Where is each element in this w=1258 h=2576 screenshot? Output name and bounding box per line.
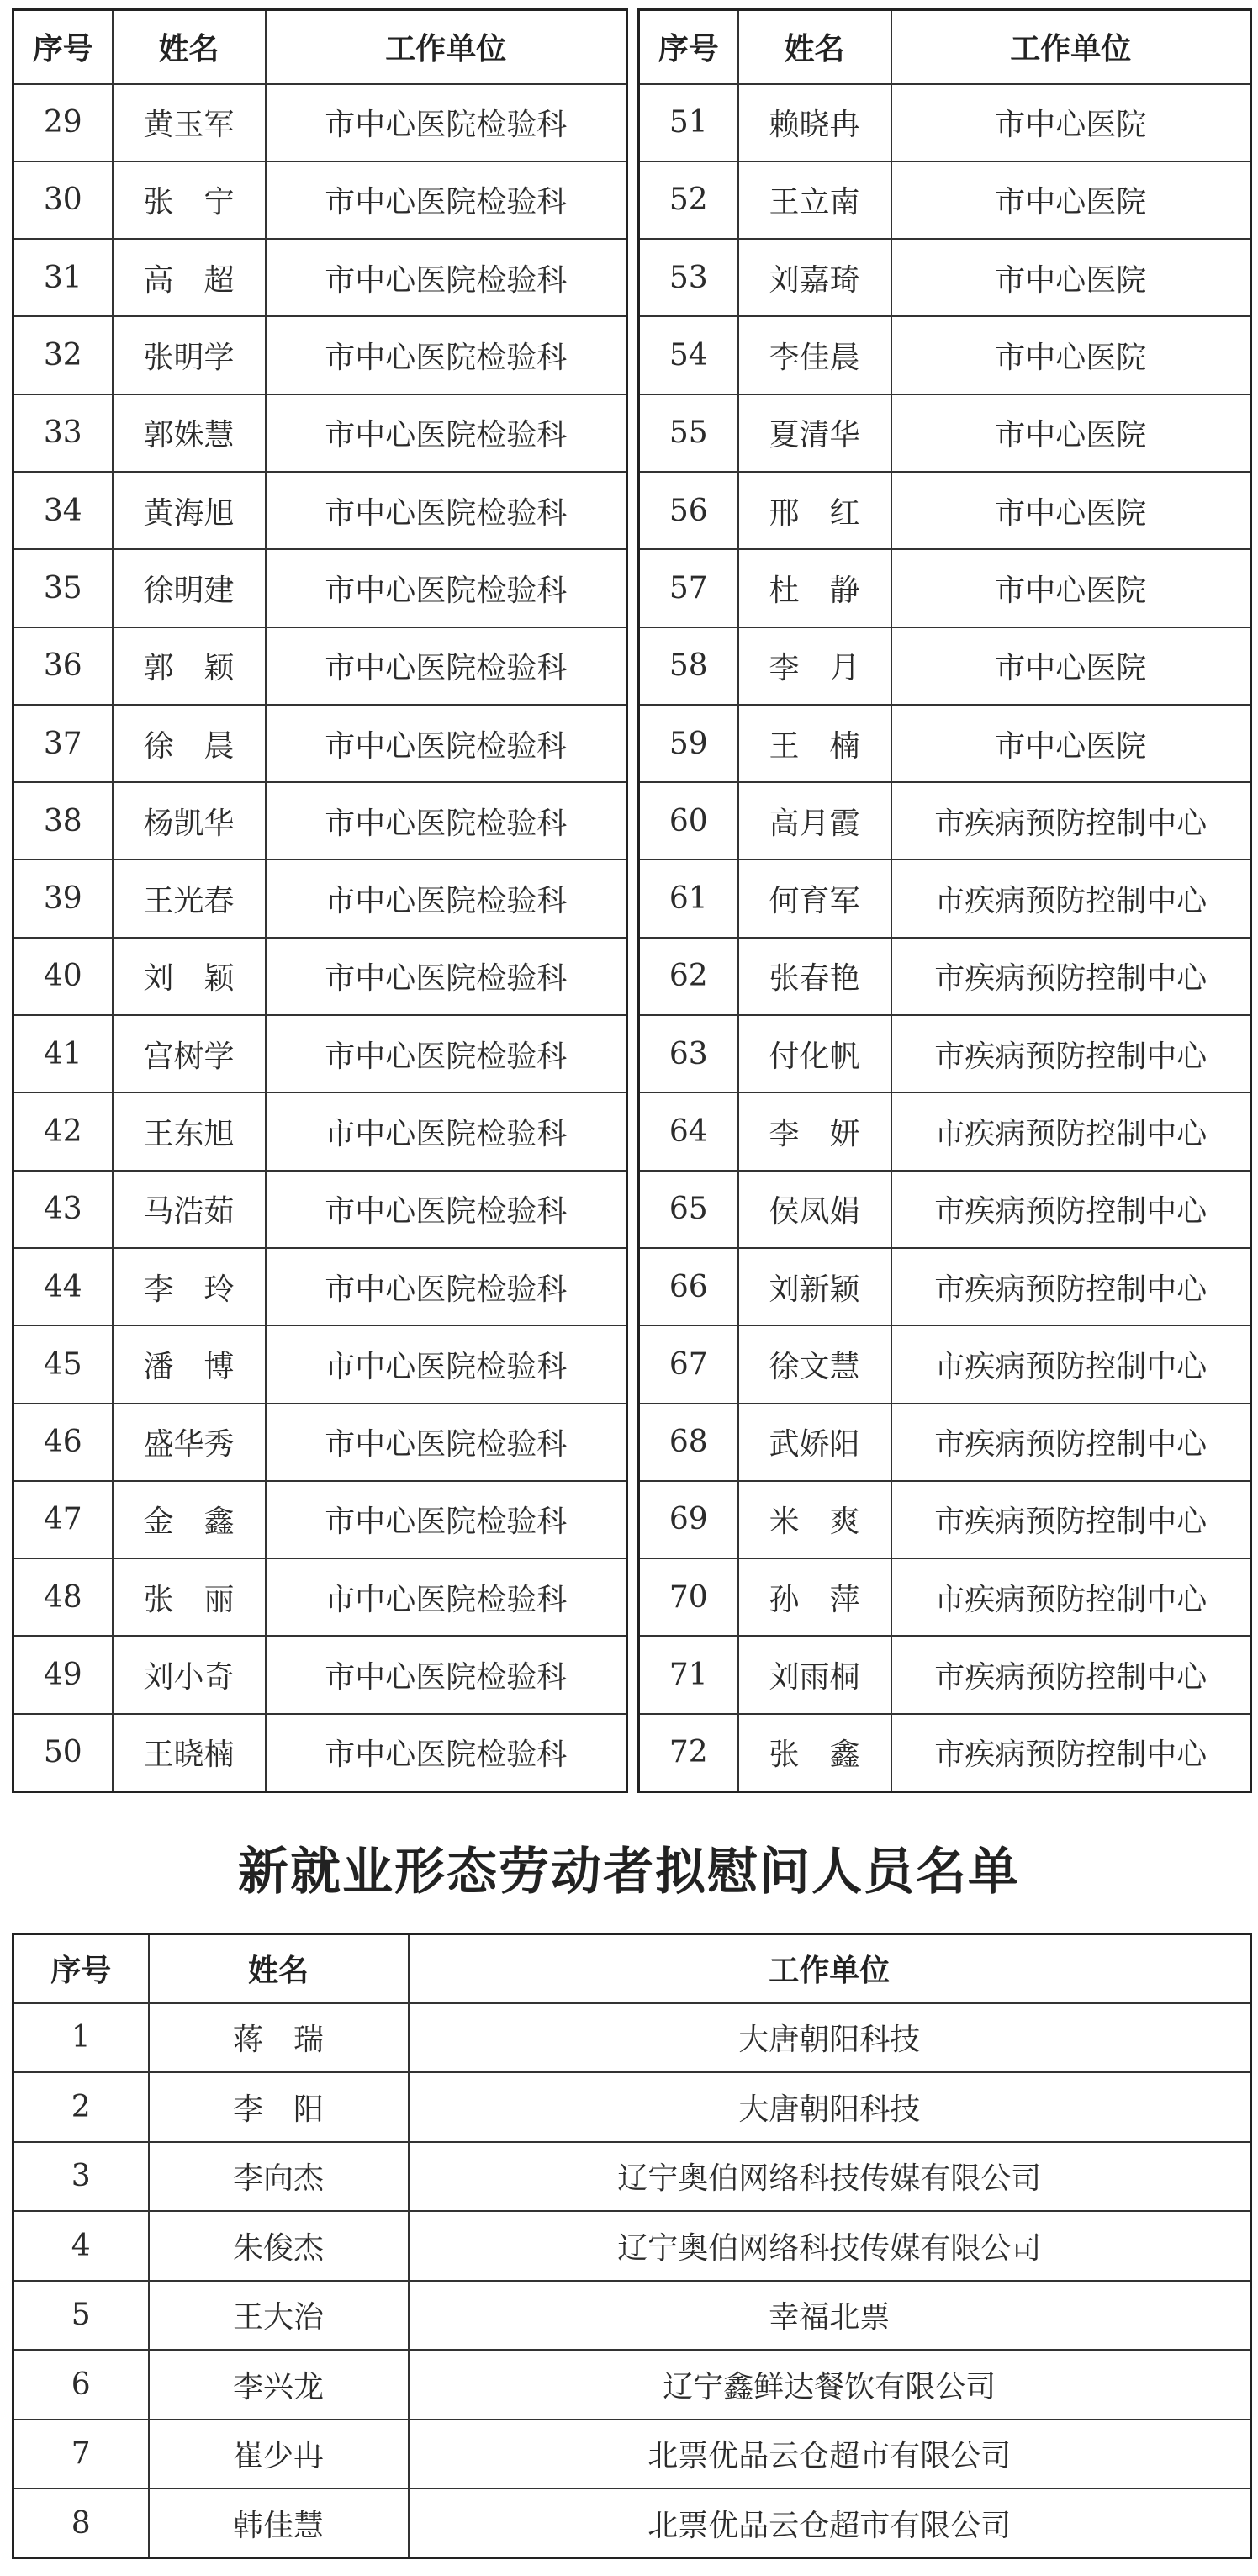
cell-no: 45 xyxy=(13,1325,113,1403)
col-header-name: 姓名 xyxy=(738,10,891,84)
bottom-roster-table xyxy=(12,1933,1252,2559)
cell-name: 宫树学 xyxy=(113,1015,266,1092)
cell-no: 52 xyxy=(639,161,738,239)
table-row xyxy=(13,2072,1251,2142)
cell-no: 43 xyxy=(13,1171,113,1248)
cell-no: 41 xyxy=(13,1015,113,1092)
section-title: 新就业形态劳动者拟慰问人员名单 xyxy=(238,1843,1020,1902)
cell-unit: 辽宁奥伯网络科技传媒有限公司 xyxy=(409,2211,1251,2281)
cell-name: 李 玲 xyxy=(113,1248,266,1325)
cell-name: 黄海旭 xyxy=(113,472,266,549)
cell-no: 68 xyxy=(639,1404,738,1481)
table-row xyxy=(13,938,627,1015)
table-row xyxy=(13,705,627,782)
cell-name: 王大治 xyxy=(149,2281,409,2351)
cell-unit: 市中心医院检验科 xyxy=(266,860,627,937)
cell-no: 60 xyxy=(639,782,738,860)
cell-unit: 市中心医院 xyxy=(891,549,1251,627)
cell-unit: 市中心医院检验科 xyxy=(266,549,627,627)
cell-unit: 市疾病预防控制中心 xyxy=(891,1714,1251,1791)
cell-unit: 市中心医院 xyxy=(891,84,1251,161)
cell-unit: 大唐朝阳科技 xyxy=(409,2072,1251,2142)
cell-unit: 市中心医院 xyxy=(891,705,1251,782)
cell-unit: 市中心医院检验科 xyxy=(266,1714,627,1791)
cell-no: 71 xyxy=(639,1636,738,1713)
cell-unit: 市疾病预防控制中心 xyxy=(891,1092,1251,1170)
cell-name: 杨凯华 xyxy=(113,782,266,860)
col-header-unit: 工作单位 xyxy=(266,10,627,84)
cell-unit: 市中心医院检验科 xyxy=(266,1171,627,1248)
col-header-name: 姓名 xyxy=(149,1934,409,2003)
cell-name: 王东旭 xyxy=(113,1092,266,1170)
cell-no: 66 xyxy=(639,1248,738,1325)
cell-no: 62 xyxy=(639,938,738,1015)
cell-unit: 市中心医院检验科 xyxy=(266,1015,627,1092)
table-row xyxy=(13,2420,1251,2489)
cell-name: 张 宁 xyxy=(113,161,266,239)
cell-name: 黄玉军 xyxy=(113,84,266,161)
cell-no: 29 xyxy=(13,84,113,161)
cell-no: 51 xyxy=(639,84,738,161)
cell-unit: 辽宁鑫鲜达餐饮有限公司 xyxy=(409,2350,1251,2420)
table-row xyxy=(13,1092,627,1170)
cell-unit: 北票优品云仓超市有限公司 xyxy=(409,2420,1251,2489)
cell-name: 潘 博 xyxy=(113,1325,266,1403)
cell-name: 张春艳 xyxy=(738,938,891,1015)
cell-no: 7 xyxy=(13,2420,149,2489)
table-row xyxy=(13,472,627,549)
cell-unit: 市中心医院检验科 xyxy=(266,705,627,782)
table-row xyxy=(639,472,1251,549)
table-row xyxy=(13,782,627,860)
cell-unit: 市中心医院检验科 xyxy=(266,161,627,239)
cell-no: 33 xyxy=(13,394,113,472)
cell-name: 崔少冉 xyxy=(149,2420,409,2489)
table-row xyxy=(13,394,627,472)
cell-name: 李佳晨 xyxy=(738,316,891,394)
cell-name: 金 鑫 xyxy=(113,1481,266,1558)
table-row xyxy=(639,1636,1251,1713)
cell-name: 刘嘉琦 xyxy=(738,239,891,316)
cell-unit: 市中心医院检验科 xyxy=(266,472,627,549)
table-row xyxy=(13,2003,1251,2073)
table-row xyxy=(13,316,627,394)
left-roster-table xyxy=(12,8,628,1793)
cell-unit: 市疾病预防控制中心 xyxy=(891,1558,1251,1636)
table-row xyxy=(13,1171,627,1248)
cell-no: 42 xyxy=(13,1092,113,1170)
table-row xyxy=(13,2489,1251,2558)
cell-name: 何育军 xyxy=(738,860,891,937)
cell-name: 蒋 瑞 xyxy=(149,2003,409,2073)
table-row xyxy=(13,1714,627,1791)
table-row xyxy=(13,2142,1251,2212)
table-row xyxy=(639,782,1251,860)
cell-no: 49 xyxy=(13,1636,113,1713)
cell-no: 69 xyxy=(639,1481,738,1558)
cell-no: 55 xyxy=(639,394,738,472)
cell-unit: 市疾病预防控制中心 xyxy=(891,1171,1251,1248)
col-header-no: 序号 xyxy=(13,1934,149,2003)
cell-no: 61 xyxy=(639,860,738,937)
cell-no: 30 xyxy=(13,161,113,239)
cell-no: 70 xyxy=(639,1558,738,1636)
cell-unit: 幸福北票 xyxy=(409,2281,1251,2351)
cell-name: 米 爽 xyxy=(738,1481,891,1558)
cell-unit: 北票优品云仓超市有限公司 xyxy=(409,2489,1251,2558)
cell-no: 38 xyxy=(13,782,113,860)
cell-no: 57 xyxy=(639,549,738,627)
cell-unit: 市中心医院检验科 xyxy=(266,1092,627,1170)
table-row xyxy=(13,1481,627,1558)
table-row xyxy=(13,239,627,316)
cell-unit: 市疾病预防控制中心 xyxy=(891,1404,1251,1481)
cell-name: 徐 晨 xyxy=(113,705,266,782)
cell-unit: 大唐朝阳科技 xyxy=(409,2003,1251,2073)
cell-unit: 市中心医院检验科 xyxy=(266,1558,627,1636)
cell-no: 8 xyxy=(13,2489,149,2558)
table-row xyxy=(639,705,1251,782)
table-row xyxy=(13,1636,627,1713)
cell-unit: 市中心医院 xyxy=(891,394,1251,472)
cell-no: 47 xyxy=(13,1481,113,1558)
table-row xyxy=(13,1325,627,1403)
table-row xyxy=(639,627,1251,705)
cell-name: 王 楠 xyxy=(738,705,891,782)
table-row xyxy=(13,627,627,705)
cell-name: 李 阳 xyxy=(149,2072,409,2142)
cell-unit: 市疾病预防控制中心 xyxy=(891,1636,1251,1713)
table-row xyxy=(13,2211,1251,2281)
cell-no: 72 xyxy=(639,1714,738,1791)
cell-no: 65 xyxy=(639,1171,738,1248)
header-row xyxy=(13,10,627,84)
table-row xyxy=(639,938,1251,1015)
cell-name: 李 妍 xyxy=(738,1092,891,1170)
table-row xyxy=(639,1092,1251,1170)
cell-no: 34 xyxy=(13,472,113,549)
cell-no: 3 xyxy=(13,2142,149,2212)
cell-no: 54 xyxy=(639,316,738,394)
cell-no: 53 xyxy=(639,239,738,316)
header-row xyxy=(639,10,1251,84)
cell-unit: 市疾病预防控制中心 xyxy=(891,782,1251,860)
cell-name: 张明学 xyxy=(113,316,266,394)
col-header-no: 序号 xyxy=(639,10,738,84)
right-roster-table xyxy=(637,8,1252,1793)
table-row xyxy=(13,1248,627,1325)
cell-name: 韩佳慧 xyxy=(149,2489,409,2558)
cell-no: 64 xyxy=(639,1092,738,1170)
cell-no: 58 xyxy=(639,627,738,705)
cell-name: 付化帆 xyxy=(738,1015,891,1092)
table-row xyxy=(639,161,1251,239)
cell-name: 张 丽 xyxy=(113,1558,266,1636)
table-row xyxy=(13,2281,1251,2351)
bottom-rows xyxy=(13,2003,1251,2558)
col-header-unit: 工作单位 xyxy=(409,1934,1251,2003)
cell-unit: 市中心医院 xyxy=(891,161,1251,239)
cell-name: 高月霞 xyxy=(738,782,891,860)
cell-name: 李兴龙 xyxy=(149,2350,409,2420)
cell-name: 刘 颖 xyxy=(113,938,266,1015)
cell-no: 1 xyxy=(13,2003,149,2073)
cell-no: 37 xyxy=(13,705,113,782)
cell-unit: 市中心医院检验科 xyxy=(266,1481,627,1558)
cell-unit: 市中心医院检验科 xyxy=(266,1248,627,1325)
cell-no: 40 xyxy=(13,938,113,1015)
cell-unit: 市疾病预防控制中心 xyxy=(891,1015,1251,1092)
cell-unit: 市中心医院检验科 xyxy=(266,627,627,705)
cell-unit: 市疾病预防控制中心 xyxy=(891,1325,1251,1403)
cell-no: 5 xyxy=(13,2281,149,2351)
cell-name: 王光春 xyxy=(113,860,266,937)
cell-no: 44 xyxy=(13,1248,113,1325)
table-row xyxy=(639,1325,1251,1403)
cell-no: 50 xyxy=(13,1714,113,1791)
cell-name: 张 鑫 xyxy=(738,1714,891,1791)
cell-unit: 市中心医院检验科 xyxy=(266,1636,627,1713)
table-row xyxy=(639,1481,1251,1558)
table-row xyxy=(639,860,1251,937)
table-row xyxy=(639,1714,1251,1791)
cell-unit: 市疾病预防控制中心 xyxy=(891,938,1251,1015)
cell-name: 杜 静 xyxy=(738,549,891,627)
cell-name: 徐文慧 xyxy=(738,1325,891,1403)
cell-unit: 市中心医院检验科 xyxy=(266,239,627,316)
cell-no: 36 xyxy=(13,627,113,705)
col-header-name: 姓名 xyxy=(113,10,266,84)
table-row xyxy=(639,1015,1251,1092)
table-row xyxy=(639,1171,1251,1248)
cell-no: 32 xyxy=(13,316,113,394)
table-row xyxy=(13,1015,627,1092)
cell-unit: 市疾病预防控制中心 xyxy=(891,1248,1251,1325)
cell-name: 郭姝慧 xyxy=(113,394,266,472)
cell-name: 刘小奇 xyxy=(113,1636,266,1713)
cell-no: 2 xyxy=(13,2072,149,2142)
cell-name: 赖晓冉 xyxy=(738,84,891,161)
cell-name: 王晓楠 xyxy=(113,1714,266,1791)
cell-unit: 市中心医院 xyxy=(891,627,1251,705)
cell-name: 邢 红 xyxy=(738,472,891,549)
cell-name: 高 超 xyxy=(113,239,266,316)
table-row xyxy=(13,161,627,239)
cell-name: 夏清华 xyxy=(738,394,891,472)
cell-unit: 市中心医院检验科 xyxy=(266,394,627,472)
cell-unit: 市中心医院 xyxy=(891,472,1251,549)
cell-name: 孙 萍 xyxy=(738,1558,891,1636)
cell-name: 郭 颖 xyxy=(113,627,266,705)
cell-name: 侯凤娟 xyxy=(738,1171,891,1248)
cell-no: 48 xyxy=(13,1558,113,1636)
table-row xyxy=(13,2350,1251,2420)
cell-name: 王立南 xyxy=(738,161,891,239)
table-row xyxy=(639,394,1251,472)
cell-no: 31 xyxy=(13,239,113,316)
table-row xyxy=(13,1558,627,1636)
table-row xyxy=(639,1558,1251,1636)
cell-name: 朱俊杰 xyxy=(149,2211,409,2281)
col-header-unit: 工作单位 xyxy=(891,10,1251,84)
cell-unit: 市中心医院 xyxy=(891,316,1251,394)
cell-unit: 市中心医院检验科 xyxy=(266,1404,627,1481)
cell-no: 35 xyxy=(13,549,113,627)
cell-name: 马浩茹 xyxy=(113,1171,266,1248)
cell-name: 盛华秀 xyxy=(113,1404,266,1481)
cell-no: 63 xyxy=(639,1015,738,1092)
table-row xyxy=(639,84,1251,161)
cell-name: 刘雨桐 xyxy=(738,1636,891,1713)
cell-unit: 市中心医院检验科 xyxy=(266,84,627,161)
cell-unit: 辽宁奥伯网络科技传媒有限公司 xyxy=(409,2142,1251,2212)
cell-unit: 市中心医院 xyxy=(891,239,1251,316)
table-row xyxy=(639,239,1251,316)
header-row xyxy=(13,1934,1251,2003)
cell-unit: 市中心医院检验科 xyxy=(266,1325,627,1403)
left-rows xyxy=(13,84,627,1792)
cell-unit: 市疾病预防控制中心 xyxy=(891,860,1251,937)
cell-unit: 市疾病预防控制中心 xyxy=(891,1481,1251,1558)
cell-no: 59 xyxy=(639,705,738,782)
cell-no: 46 xyxy=(13,1404,113,1481)
cell-name: 李向杰 xyxy=(149,2142,409,2212)
table-row xyxy=(13,1404,627,1481)
cell-unit: 市中心医院检验科 xyxy=(266,938,627,1015)
cell-unit: 市中心医院检验科 xyxy=(266,782,627,860)
cell-name: 徐明建 xyxy=(113,549,266,627)
cell-name: 武娇阳 xyxy=(738,1404,891,1481)
table-row xyxy=(639,549,1251,627)
cell-name: 刘新颖 xyxy=(738,1248,891,1325)
table-row xyxy=(13,860,627,937)
table-row xyxy=(639,1248,1251,1325)
cell-no: 39 xyxy=(13,860,113,937)
col-header-no: 序号 xyxy=(13,10,113,84)
cell-no: 6 xyxy=(13,2350,149,2420)
table-row xyxy=(639,316,1251,394)
cell-name: 李 月 xyxy=(738,627,891,705)
table-row xyxy=(13,84,627,161)
table-row xyxy=(13,549,627,627)
cell-no: 4 xyxy=(13,2211,149,2281)
cell-no: 67 xyxy=(639,1325,738,1403)
cell-unit: 市中心医院检验科 xyxy=(266,316,627,394)
table-row xyxy=(639,1404,1251,1481)
right-rows xyxy=(639,84,1251,1792)
cell-no: 56 xyxy=(639,472,738,549)
